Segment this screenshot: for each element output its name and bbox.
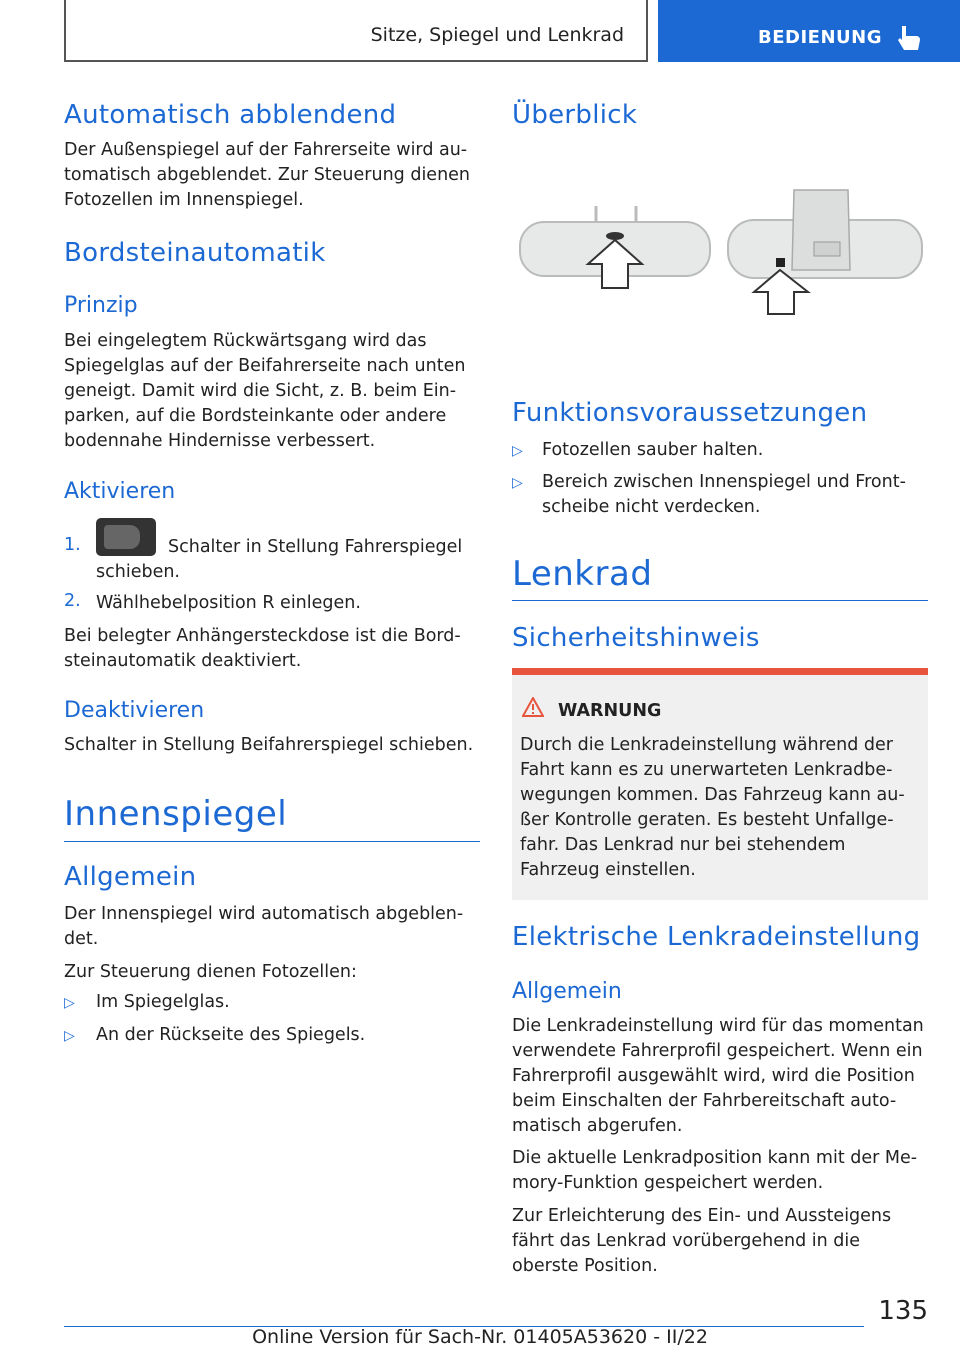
chapter-tab[interactable] (658, 0, 960, 62)
text-line: Durch die Lenkradeinstellung während der (520, 735, 893, 755)
text-line: mory-Funktion gespeichert werden. (512, 1173, 824, 1193)
heading-steering-wheel: Lenkrad (512, 554, 653, 594)
text-line: Die Lenkradeinstellung wird für das momentan (512, 1016, 924, 1036)
list-item: Im Spiegelglas. (96, 992, 230, 1012)
bullet-icon: ▷ (64, 995, 75, 1011)
section-rule (64, 841, 480, 842)
text-line: Fahrt kann es zu unerwarteten Lenkradbe- (520, 760, 893, 780)
text-line: wegungen kommen. Das Fahrzeug kann au- (520, 785, 905, 805)
warning-title: WARNUNG (558, 701, 662, 721)
list-item: An der Rückseite des Spiegels. (96, 1025, 366, 1045)
heading-safety: Sicherheitshinweis (512, 623, 760, 653)
text-line: Die aktuelle Lenkradposition kann mit der Me- (512, 1148, 918, 1168)
heading-activate: Aktivieren (64, 479, 176, 504)
text-line: Bereich zwischen Innenspiegel und Front- (542, 472, 906, 492)
section-rule (512, 600, 928, 601)
deactivate-text: Schalter in Stellung Beifahrerspiegel schieben. (64, 735, 474, 755)
heading-deactivate: Deaktivieren (64, 698, 205, 723)
step-1-number: 1. (64, 535, 81, 555)
text-line: fährt das Lenkrad vorübergehend in die (512, 1231, 860, 1251)
text-line: det. (64, 929, 99, 949)
chapter-tab-label: BEDIENUNG (758, 27, 882, 48)
text-line: tomatisch abgeblendet. Zur Steuerung dienen (64, 165, 471, 185)
heading-general-right: Allgemein (512, 979, 622, 1004)
memory-text (512, 1146, 928, 1196)
heading-auto-dim: Automatisch abblendend (64, 100, 397, 130)
step-2-text: Wählhebelposition R einlegen. (96, 593, 361, 613)
warning-triangle-icon (522, 697, 544, 717)
text-line: oberste Position. (512, 1256, 658, 1276)
bullet-icon: ▷ (512, 443, 523, 459)
photocell-intro: Zur Steuerung dienen Fotozellen: (64, 962, 357, 982)
bullet-icon: ▷ (64, 1028, 75, 1044)
text-line: Der Außenspiegel auf der Fahrerseite wird au- (64, 140, 468, 160)
general-text (64, 902, 480, 952)
warning-text (520, 733, 920, 883)
step-1-text-a: Schalter in Stellung Fahrerspiegel (168, 537, 463, 557)
text-line: Bei eingelegtem Rückwärtsgang wird das (64, 331, 427, 351)
bullet-icon: ▷ (512, 475, 523, 491)
mirror-illustration (512, 180, 928, 320)
text-line: Fahrzeug einstellen. (520, 860, 696, 880)
heading-electric: Elektrische Lenkradeinstellung (512, 922, 921, 952)
trailer-text (64, 624, 480, 674)
text-line: parken, auf die Bordsteinkante oder andere (64, 406, 447, 426)
pointing-hand-icon (896, 24, 922, 52)
text-line: verwendete Fahrerprofil gespeichert. Wenn ein (512, 1041, 923, 1061)
text-line: steinautomatik deaktiviert. (64, 651, 302, 671)
heading-curb: Bordsteinautomatik (64, 238, 326, 268)
footer-online-version: Online Version für Sach-Nr. 01405A53620 - II/22 (252, 1326, 708, 1348)
section-title: Sitze, Spiegel und Lenkrad (370, 24, 624, 46)
text-line: bodennahe Hindernisse verbessert. (64, 431, 376, 451)
text-line: beim Einschalten der Fahrbereitschaft auto- (512, 1091, 897, 1111)
heading-interior-mirror: Innenspiegel (64, 794, 288, 834)
principle-text (64, 329, 480, 454)
text-line: scheibe nicht verdecken. (542, 497, 761, 517)
text-line: Der Innenspiegel wird automatisch abgeblen- (64, 904, 464, 924)
text-line: ßer Kontrolle geraten. Es besteht Unfallge- (520, 810, 894, 830)
text-line: Bei belegter Anhängersteckdose ist die Bord- (64, 626, 461, 646)
switch-image (96, 518, 156, 556)
auto-dim-text (64, 138, 480, 213)
heading-principle: Prinzip (64, 293, 138, 318)
step-1-text-b: schieben. (96, 562, 180, 582)
text-line: geneigt. Damit wird die Sicht, z. B. beim Ein- (64, 381, 457, 401)
list-item: Fotozellen sauber halten. (542, 440, 764, 460)
list-item (542, 470, 928, 520)
header-section-box (64, 0, 648, 62)
heading-overview: Überblick (512, 100, 638, 130)
text-line: Fotozellen im Innenspiegel. (64, 190, 304, 210)
text-line: Zur Erleichterung des Ein- und Aussteigens (512, 1206, 892, 1226)
entry-text (512, 1204, 928, 1279)
text-line: Spiegelglas auf der Beifahrerseite nach unten (64, 356, 466, 376)
step-2-number: 2. (64, 591, 81, 611)
text-line: fahr. Das Lenkrad nur bei stehendem (520, 835, 846, 855)
heading-general: Allgemein (64, 862, 197, 892)
warning-box (512, 668, 928, 900)
electric-general-text (512, 1014, 928, 1139)
text-line: matisch abgerufen. (512, 1116, 683, 1136)
text-line: Fahrerprofil ausgewählt wird, wird die Position (512, 1066, 915, 1086)
page-number: 135 (878, 1296, 928, 1326)
heading-requirements: Funktionsvoraussetzungen (512, 398, 868, 428)
